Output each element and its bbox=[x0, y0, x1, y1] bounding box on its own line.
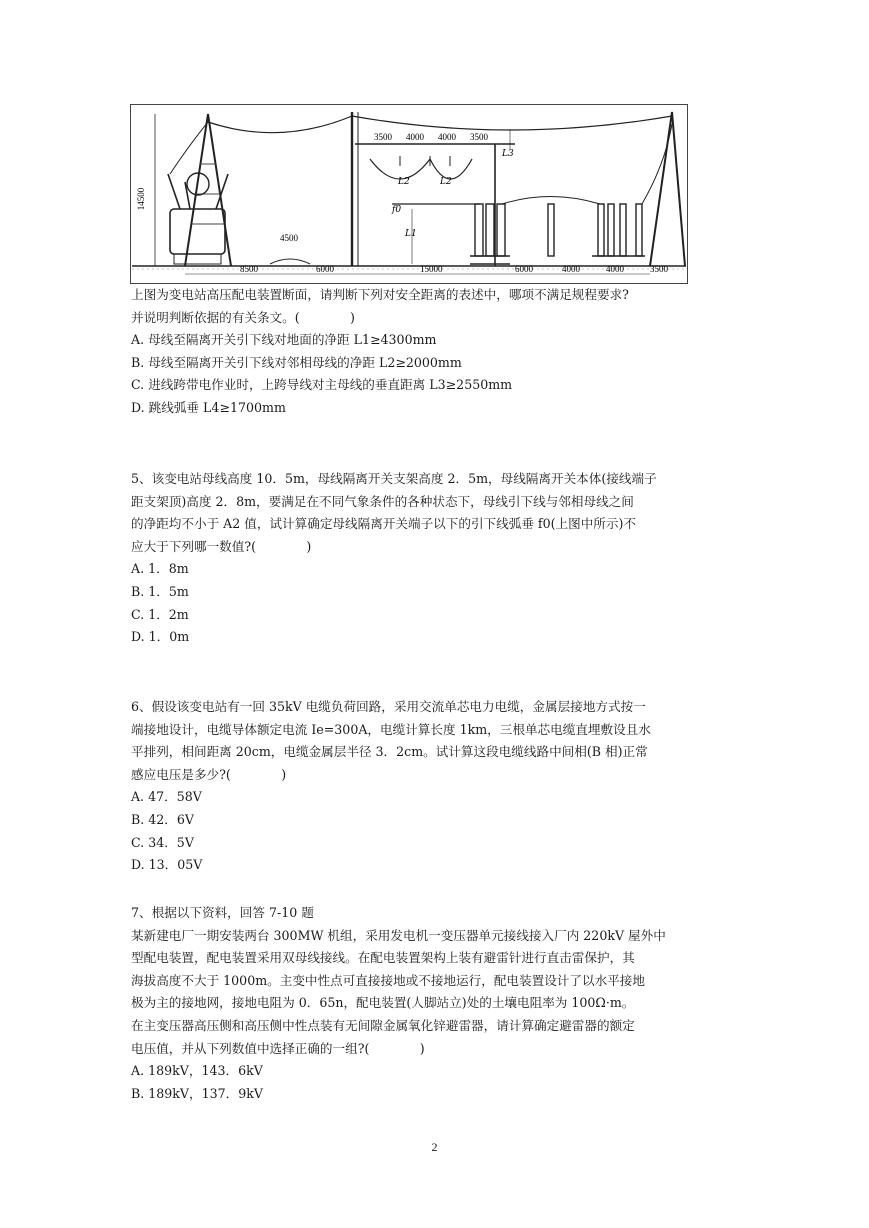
q4-option-a: A. 母线至隔离开关引下线对地面的净距 L1≥4300mm bbox=[131, 332, 437, 348]
q7-option-a: A. 189kV，143．6kV bbox=[131, 1063, 263, 1079]
q7-line-1: 7、根据以下资料，回答 7-10 题 bbox=[131, 905, 314, 920]
question-7 bbox=[131, 902, 741, 1105]
dim-bottom-5: 4000 bbox=[562, 264, 580, 274]
q7-line-4: 海拔高度不大于 1000m。主变中性点可直接接地或不接地运行，配电装置设计了以水平接地 bbox=[131, 972, 645, 988]
dim-top-3: 4000 bbox=[438, 132, 456, 142]
q4-option-d: D. 跳线弧垂 L4≥1700mm bbox=[131, 399, 286, 415]
q4-option-b: B. 母线至隔离开关引下线对邻相母线的净距 L2≥2000mm bbox=[131, 354, 462, 370]
page-number: 2 bbox=[431, 1140, 438, 1154]
q7-option-b: B. 189kV，137．9kV bbox=[131, 1085, 263, 1101]
q6-line-4: 感应电压是多少?( ) bbox=[131, 766, 287, 782]
q7-line-5: 极为主的接地网，接地电阻为 0．65n，配电装置(人脚站立)处的土壤电阻率为 100Ω·m。 bbox=[131, 995, 635, 1011]
q5-line-1: 5、该变电站母线高度 10．5m，母线隔离开关支架高度 2．5m，母线隔离开关本体(接线端子 bbox=[131, 471, 657, 486]
q6-option-d: D. 13．05V bbox=[131, 857, 203, 873]
q6-option-a: A. 47．58V bbox=[131, 789, 202, 805]
q7-line-3: 型配电装置，配电装置采用双母线接线。在配电装置架构上装有避雷针进行直击雷保护，其 bbox=[131, 950, 635, 966]
question-5 bbox=[131, 468, 741, 649]
label-l2a: L2 bbox=[398, 177, 410, 187]
q6-line-3: 平排列，相间距离 20cm，电缆金属层半径 3．2cm。试计算这段电缆线路中间相(B 相)正常 bbox=[131, 744, 648, 760]
q5-option-c: C. 1．2m bbox=[131, 606, 189, 622]
dim-bottom-3: 15000 bbox=[420, 264, 443, 274]
q4-stem-line-2: 并说明判断依据的有关条文。( ) bbox=[131, 309, 355, 325]
dim-bottom-7: 3500 bbox=[650, 264, 668, 274]
label-f0: f0 bbox=[392, 205, 402, 215]
dim-top-2: 4000 bbox=[406, 132, 424, 142]
q5-option-b: B. 1．5m bbox=[131, 583, 189, 599]
dim-top-1: 3500 bbox=[374, 132, 392, 142]
dim-bottom-1: 8500 bbox=[240, 264, 258, 274]
substation-section-figure bbox=[130, 104, 688, 284]
q5-option-d: D. 1．0m bbox=[131, 629, 190, 645]
dim-bottom-4: 6000 bbox=[515, 264, 533, 274]
substation-section-drawing bbox=[130, 104, 688, 284]
dim-top-4: 3500 bbox=[470, 132, 488, 142]
q7-line-7: 电压值，并从下列数值中选择正确的一组?( ) bbox=[131, 1040, 425, 1056]
dim-height-label: 14500 bbox=[136, 187, 146, 211]
q7-line-2: 某新建电厂一期安装两台 300MW 机组，采用发电机一变压器单元接线接入厂内 220kV 屋外中 bbox=[131, 927, 666, 943]
dim-4500: 4500 bbox=[280, 233, 298, 243]
q7-line-6: 在主变压器高压侧和高压侧中性点装有无间隙金属氧化锌避雷器，请计算确定避雷器的额定 bbox=[131, 1017, 635, 1033]
q5-line-3: 的净距均不小于 A2 值，试计算确定母线隔离开关端子以下的引下线弧垂 f0(上图中所示)不 bbox=[131, 516, 636, 532]
question-4 bbox=[131, 284, 741, 420]
q6-option-b: B. 42．6V bbox=[131, 811, 194, 827]
dim-bottom-6: 4000 bbox=[606, 264, 624, 274]
label-l1: L1 bbox=[405, 229, 417, 239]
q4-option-c: C. 进线跨带电作业时，上跨导线对主母线的垂直距离 L3≥2550mm bbox=[131, 377, 513, 393]
q6-line-1: 6、假设该变电站有一回 35kV 电缆负荷回路，采用交流单芯电力电缆，金属层接地方式按一 bbox=[131, 699, 646, 714]
dim-bottom-2: 6000 bbox=[316, 264, 334, 274]
label-l3: L3 bbox=[502, 149, 514, 159]
q5-line-2: 距支架顶)高度 2．8m，要满足在不同气象条件的各种状态下，母线引下线与邻相母线之间 bbox=[131, 493, 634, 509]
q6-line-2: 端接地设计，电缆导体额定电流 Ie=300A，电缆计算长度 1km，三根单芯电缆直埋敷设且水 bbox=[131, 721, 651, 737]
question-6 bbox=[131, 696, 741, 877]
q4-stem-line-1: 上图为变电站高压配电装置断面，请判断下列对安全距离的表述中，哪项不满足规程要求? bbox=[131, 287, 629, 302]
q5-option-a: A. 1．8m bbox=[131, 561, 189, 577]
q6-option-c: C. 34．5V bbox=[131, 834, 194, 850]
q5-line-4: 应大于下列哪一数值?( ) bbox=[131, 538, 312, 554]
label-l2b: L2 bbox=[440, 177, 452, 187]
